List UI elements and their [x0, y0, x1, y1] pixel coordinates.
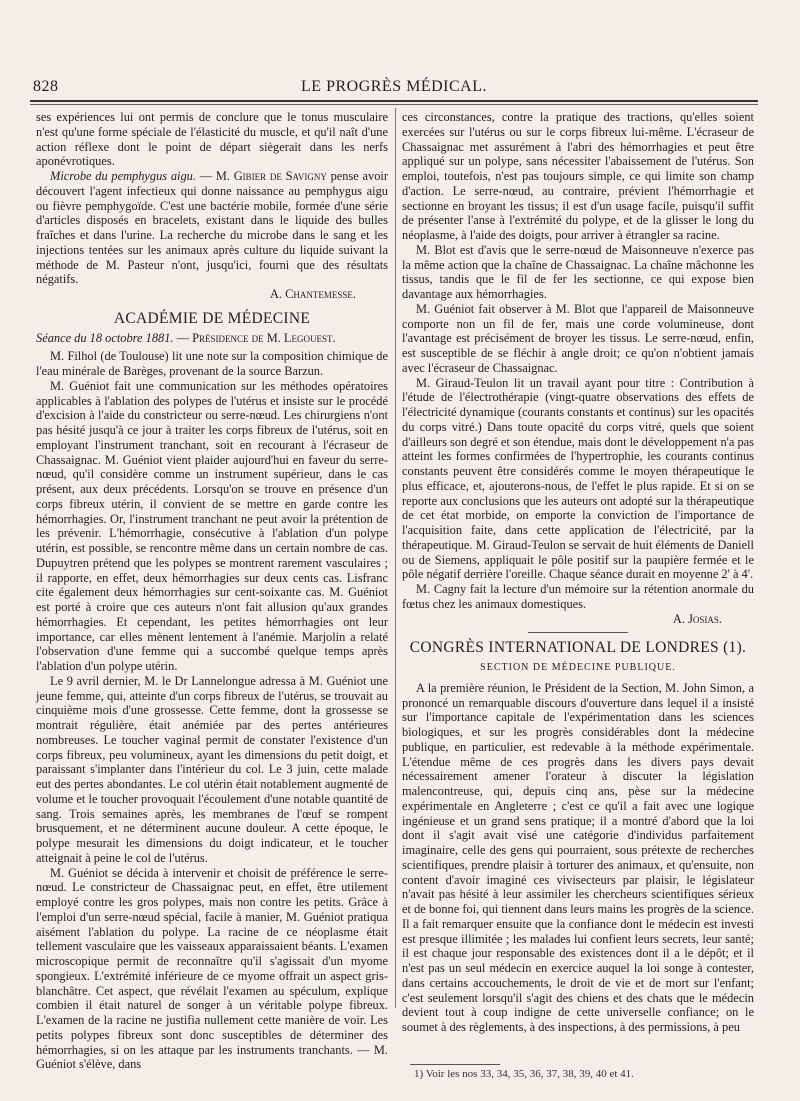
presidence: Présidence de M. Legouest. — [192, 330, 336, 345]
right-column — [402, 110, 754, 1092]
seance-label: Séance du 18 octobre 1881. — [36, 330, 174, 345]
paragraph-giraud-teulon: M. Giraud-Teulon lit un travail ayant pour titre : Contribution à l'étude de l'électrothérapie (vingt-quatre observations des effets de l'électricité dynamique (courants constants et continus) sur les opacités du corps vitré.) Dans toute opacité du corps vitré, quels que soient d'ailleurs son degré et son étendue, mais dont le développement n'a pas atteint les formes confirmées de l'hypertrophie, les courants continus constants peuvent être considérés comme le moyen thérapeutique le plus efficace, et, ajouterons-nous, de l'effet le plus rapide. Et si on se reporte aux conclusions que les auteurs ont adopté sur la thérapeutique de cet état morbide, on emporte la conviction de l'importance de l'acquisition faite, dans cette application de l'électricité, par la thérapeutique. M. Giraud-Teulon se servait de huit éléments de Daniell ou de Siemens, appliquait le pôle positif sur la paupière fermée et le pôle négatif derrière l'oreille. Chaque séance durait en moyenne 2' à 4'. — [402, 375, 754, 582]
footnote-rule — [410, 1064, 500, 1065]
seance-line: Séance du 18 octobre 1881. — Présidence de M. Legouest. — [36, 330, 336, 345]
congress-subtitle: SECTION DE MÉDECINE PUBLIQUE. — [480, 662, 676, 673]
paragraph-cagny: M. Cagny fait la lecture d'un mémoire sur la rétention anormale du fœtus chez les animaux domestiques. — [402, 582, 754, 611]
left-column — [36, 110, 388, 1092]
paragraph-avril: Le 9 avril dernier, M. le Dr Lannelongue adressa à M. Guéniot une jeune femme, qui, atteinte d'un corps fibreux de l'utérus, se trouvait au cinquième mois d'une grossesse. Cette femme, dont la grossesse se montrait régulière, était anémiée par des pertes antérieures nombreuses. Le toucher vaginal permit de constater l'existence d'un corps fibreux, peu volumineux, ayant les dimensions du petit doigt, et paraissant s'implanter dans l'intérieur du col. Le 3 juin, cette malade eut des pertes abondantes. Le col utérin était notablement augmenté de volume et le toucher provoquait l'écoulement d'une notable quantité de sang. Trois semaines après, les membranes de l'œuf se rompent brusquement, et ne déterminent aucune douleur. A cette époque, le polype mesurait les dimensions du doigt indicateur, et le toucher atteignait à peine le col de l'utérus. — [36, 673, 388, 865]
page-number: 828 — [33, 78, 59, 95]
column-divider — [395, 108, 396, 1008]
intro-paragraph: ses expériences lui ont permis de conclure que le tonus musculaire n'est qu'une forme spéciale de l'élasticité du muscle, et qu'il naît d'une action réflexe dont le point de départ siègerait dans les nerfs aponévrotiques. — [36, 110, 388, 169]
journal-title: LE PROGRÈS MÉDICAL. — [301, 78, 487, 95]
academie-title: ACADÉMIE DE MÉDECINE — [113, 309, 311, 327]
page-header — [30, 78, 758, 100]
microbe-paragraph: Microbe du pemphygus aigu. — M. Gibier de Savigny pense avoir découvert l'agent infectieux qui donne naissance au pemphygus aigu ou fièvre pemphygoïde. C'est une bactérie mobile, formée d'une série d'articles disposés en bracelets, existant dans le liquide des bulles fraîches et dans l'urine. La recherche du microbe dans le sang et les injections tentées sur les animaux après culture du liquide suivant la méthode de M. Pasteur n'ont, jusqu'ici, fourni que des résultats négatifs. — [36, 169, 388, 287]
microbe-title: Microbe du pemphygus aigu. — [50, 169, 196, 183]
paragraph-filhol: M. Filhol (de Toulouse) lit une note sur la composition chimique de l'eau minérale de Barèges, provenant de la source Barzun. — [36, 349, 388, 378]
header-rule — [30, 100, 758, 102]
microbe-signature: A. Chantemesse. — [269, 287, 356, 301]
paragraph-congress: A la première réunion, le Président de la Section, M. John Simon, a prononcé un remarquable discours d'ouverture dans lequel il a insisté sur l'importance capitale de l'expérimentation dans les sciences biologiques, et sur les progrès considérables dont la médecine publique, en particulier, est redevable à la méthode expérimentale. L'étendue même de ces progrès dans les divers pays devait nécessairement amener l'orateur à discuter la législation malencontreuse, qui, depuis cinq ans, pèse sur la médecine expérimentale en Angleterre ; c'est ce qu'il a fait avec une logique ingénieuse et un grand sens pratique; il a montré d'abord que la loi dont il s'agit avait visé une catégorie d'individus parfaitement imaginaire, celle des gens qui pourraient, sous prétexte de recherches scientifiques, prendre plaisir à torturer des animaux, et qu'ensuite, non content d'avoir imaginé ces vivisecteurs par plaisir, le législateur n'avait pas hésité à leur assimiler les chercheurs scientifiques sérieux et de bonne foi, qui tiennent dans leurs mains les progrès de la science. Il a fait remarquer ensuite que la confiance dont le médecin est investi est presque illimitée ; les malades lui confient leurs secrets, leur santé; il est chaque jour responsable des existences dont il a le dépôt; et il n'est pas un seul médecin en exercice auquel la loi songe à contester, dans certains accouchements, le droit de vie et de mort sur l'enfant; c'est seulement lorsqu'il s'agit des chiens et des chats que le médecin devient tout à coup indigne de cette universelle confiance; on le soumet à des règlements, à des inspections, à des permissions, à peu — [402, 680, 754, 1034]
paragraph-gueniot-reply: M. Guéniot fait observer à M. Blot que l'appareil de Maisonneuve comporte non un fil de fer, mais une corde volumineuse, dont l'avantage est précisément de broyer les tissus. Le serre-nœud, enfin, est susceptible de se fléchir à angle droit; ce qu'on n'obtient jamais avec l'écraseur de Chassaignac. — [402, 301, 754, 375]
josias-signature: A. Josias. — [672, 611, 722, 626]
paragraph-gueniot: M. Guéniot fait une communication sur les méthodes opératoires applicables à l'ablation des polypes de l'utérus et insiste sur le procédé d'excision à l'aide du constricteur ou serre-nœud. Les chirurgiens n'ont pas hésité jusqu'à ce jour à traiter les corps fibreux de l'utérus, soit en employant l'instrument tranchant, soit en recourant à l'écraseur de Chassaignac. M. Guéniot vient plaider aujourd'hui en faveur du serre-nœud, qu'il considère comme un instrument supérieur, dans le cas présent, aux deux précédents. Lorsqu'on se trouve en présence d'un corps fibreux utérin, il convient de se mettre en garde contre les hémorrhagies. Or, l'instrument tranchant ne peut avoir la prétention de les prévenir. L'hémorrhagie, consécutive à l'ablation d'un polype utérin, est possible, se rencontre même dans un certain nombre de cas. Dupuytren prétend que les polypes se montrent rarement vasculaires ; il rapporte, en effet, deux hémorrhagies sur deux cents cas. Lisfranc cite également deux hémorrhagies sur cent-soixante cas. M. Guéniot est porté à croire que ces auteurs n'ont fait allusion qu'aux grandes hémorrhagies. Et cependant, les petites hémorrhagies ont leur importance, car elles mènent lentement à l'anémie. Marjolin a relaté l'observation d'une femme qui a succombé quelque temps après l'ablation d'un polype utérin. — [36, 378, 388, 673]
congress-title: CONGRÈS INTERNATIONAL DE LONDRES (1). — [409, 639, 747, 657]
paragraph-serre-noeud: M. Guéniot se décida à intervenir et choisit de préférence le serre-nœud. Le constricteur de Chassaignac peut, en effet, être utilement employé contre les gros polypes, mais non contre les petits. Grâce à l'emploi d'un serre-nœud spécial, facile à manier, M. Guéniot pratiqua aisément l'ablation du polype. La racine de ce néoplasme était tellement vasculaire que les vaisseaux apparaissaient béants. L'examen microscopique permit de reconnaître qu'il s'agissait d'un myome spongieux. L'extrémité inférieure de ce myome offrait un aspect gris-blanchâtre. Cet aspect, que révélait l'examen au spéculum, explique combien il était naturel de songer à un véritable polype fibreux. L'examen de la racine ne justifia nullement cette manière de voir. Les petits polypes fibreux sont donc susceptibles de déterminer des hémorrhagies, si on les attaque par les instruments tranchants. — M. Guéniot s'élève, dans — [36, 865, 388, 1072]
microbe-body: pense avoir découvert l'agent infectieux qui donne naissance au pemphygus aigu ou fièvre pemphygoïde. C'est une bactérie mobile, formée d'une série d'articles disposés en bracelets, existant dans le liquide des bulles fraîches et dans l'urine. La recherche du microbe dans le sang et les injections tentées sur les animaux après culture du liquide suivant la méthode de M. Pasteur n'ont, jusqu'ici, fourni que des résultats négatifs. — [36, 169, 388, 287]
footnote: 1) Voir les nos 33, 34, 35, 36, 37, 38, 39, 40 et 41. — [414, 1068, 634, 1080]
header-rule-thin — [30, 104, 758, 105]
section-separator — [528, 632, 628, 633]
microbe-author: M. Gibier de Savigny — [215, 169, 327, 183]
paragraph-continuation: ces circonstances, contre la pratique des tractions, qu'elles soient exercées sur l'utérus ou sur le corps fibreux lui-même. L'écraseur de Chassaignac met assurément à l'abri des hémorrhagies et peut être appliqué sur un polype, sans nécessiter l'abaissement de l'utérus. Son emploi, toutefois, n'est pas toujours simple, ce qui limite son champ d'action. Le serre-nœud, au contraire, prévient l'hémorrhagie et sectionne en broyant les tissus; il est d'un usage facile, puisqu'il suffit de présenter l'anse à l'extrémité du polype, et de la glisser le long du néoplasme, à l'aide des doigts, pour arriver à étrangler sa racine. — [402, 110, 754, 242]
paragraph-blot: M. Blot est d'avis que le serre-nœud de Maisonneuve n'exerce pas la même action que la chaîne de Chassaignac. La chaîne mâchonne les tissus, tandis que le fil de fer les sectionne, ce qui expose bien davantage aux hémorrhagies. — [402, 242, 754, 301]
